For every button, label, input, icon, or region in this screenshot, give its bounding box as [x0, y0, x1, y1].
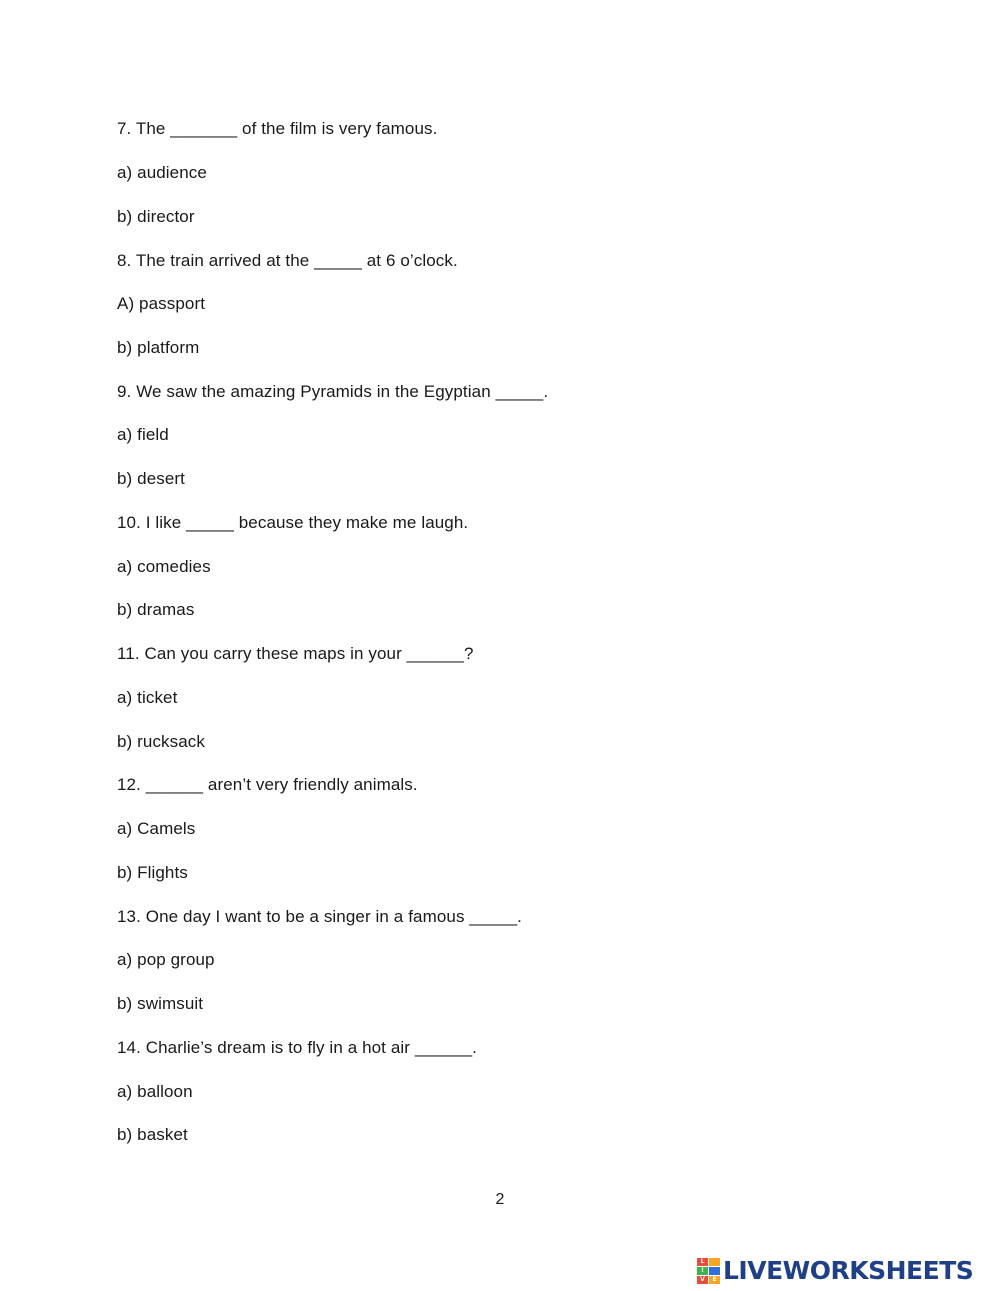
logo-block-4	[709, 1267, 720, 1275]
question-11-prompt: 11. Can you carry these maps in your ______?	[117, 644, 474, 663]
question-10-prompt: 10. I like _____ because they make me laugh.	[117, 513, 469, 532]
question-10-option-b[interactable]: b) dramas	[117, 600, 195, 619]
liveworksheets-wordmark: LIVEWORKSHEETS	[723, 1256, 974, 1285]
liveworksheets-logo-icon	[697, 1258, 720, 1284]
question-8-prompt: 8. The train arrived at the _____ at 6 o’clock.	[117, 251, 458, 270]
question-14-option-a[interactable]: a) balloon	[117, 1082, 193, 1101]
question-9-option-a[interactable]: a) field	[117, 425, 169, 444]
question-12-option-b[interactable]: b) Flights	[117, 863, 188, 882]
question-13-prompt: 13. One day I want to be a singer in a famous _____.	[117, 907, 522, 926]
question-8-option-a[interactable]: A) passport	[117, 294, 206, 313]
question-7-option-b[interactable]: b) director	[117, 207, 195, 226]
logo-block-3: I	[697, 1267, 708, 1275]
question-9-prompt: 9. We saw the amazing Pyramids in the Egyptian _____.	[117, 382, 549, 401]
question-13-option-b[interactable]: b) swimsuit	[117, 994, 204, 1013]
logo-block-6: E	[709, 1276, 720, 1284]
liveworksheets-brand[interactable]	[697, 1255, 973, 1287]
question-11-option-a[interactable]: a) ticket	[117, 688, 178, 707]
logo-block-2	[709, 1258, 720, 1266]
question-8-option-b[interactable]: b) platform	[117, 338, 200, 357]
question-12-option-a[interactable]: a) Camels	[117, 819, 196, 838]
question-14-option-b[interactable]: b) basket	[117, 1125, 188, 1144]
question-9-option-b[interactable]: b) desert	[117, 469, 185, 488]
logo-block-5: V	[697, 1276, 708, 1284]
question-7-prompt: 7. The _______ of the film is very famous.	[117, 119, 438, 138]
question-12-prompt: 12. ______ aren’t very friendly animals.	[117, 775, 418, 794]
page-number: 2	[495, 1191, 505, 1208]
question-10-option-a[interactable]: a) comedies	[117, 557, 211, 576]
question-7-option-a[interactable]: a) audience	[117, 163, 207, 182]
question-11-option-b[interactable]: b) rucksack	[117, 732, 206, 751]
question-14-prompt: 14. Charlie’s dream is to fly in a hot air ______.	[117, 1038, 477, 1057]
logo-block-1: L	[697, 1258, 708, 1266]
question-13-option-a[interactable]: a) pop group	[117, 950, 215, 969]
